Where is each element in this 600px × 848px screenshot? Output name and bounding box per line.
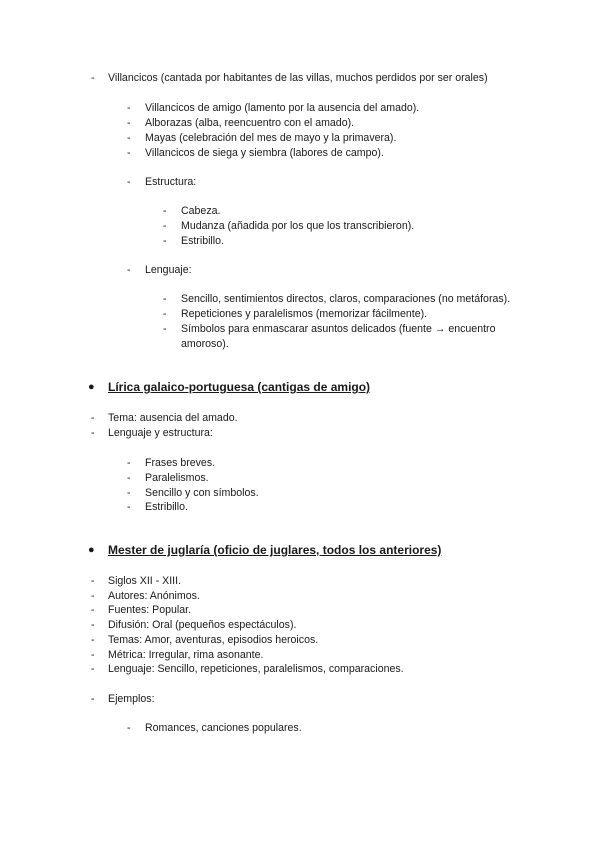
list-dash: -	[91, 663, 95, 675]
list-dash: -	[91, 427, 95, 439]
list-item: Métrica: Irregular, rima asonante.	[108, 649, 264, 661]
list-item: Sencillo, sentimientos directos, claros, comparaciones (no metáforas).	[181, 293, 511, 305]
list-item: Villancicos de amigo (lamento por la ausencia del amado).	[145, 102, 420, 114]
list-dash: -	[127, 117, 131, 129]
list-item: Autores: Anónimos.	[108, 590, 200, 602]
list-dash: -	[91, 619, 95, 631]
list-item: Tema: ausencia del amado.	[108, 412, 238, 424]
list-dash: -	[163, 220, 167, 232]
section-heading-galaico: Lírica galaico-portuguesa (cantigas de amigo)	[108, 380, 371, 394]
list-item: Alborazas (alba, reencuentro con el amado).	[145, 117, 355, 129]
list-dash: -	[127, 176, 131, 188]
list-dash: -	[163, 235, 167, 247]
list-item: Lenguaje: Sencillo, repeticiones, paralelismos, comparaciones.	[108, 663, 404, 675]
list-item: Sencillo y con símbolos.	[145, 487, 259, 499]
list-dash: -	[91, 72, 95, 84]
lenguaje-label: Lenguaje:	[145, 264, 192, 276]
bullet-icon: ●	[88, 381, 95, 393]
list-dash: -	[127, 457, 131, 469]
list-dash: -	[163, 293, 167, 305]
list-item: Lenguaje y estructura:	[108, 427, 213, 439]
ejemplos-label: Ejemplos:	[108, 693, 155, 705]
list-item: Cabeza.	[181, 205, 221, 217]
list-dash: -	[127, 722, 131, 734]
list-dash: -	[127, 102, 131, 114]
list-item: Fuentes: Popular.	[108, 604, 192, 616]
list-dash: -	[127, 147, 131, 159]
list-dash: -	[91, 649, 95, 661]
list-dash: -	[127, 264, 131, 276]
estructura-label: Estructura:	[145, 176, 197, 188]
list-item: Símbolos para enmascarar asuntos delicados (fuente → encuentro	[181, 323, 496, 335]
list-item: Siglos XII - XIII.	[108, 575, 182, 587]
bullet-icon: ●	[88, 544, 95, 556]
list-item: Villancicos de siega y siembra (labores de campo).	[145, 147, 384, 159]
list-item-continuation: amoroso).	[181, 338, 229, 350]
list-dash: -	[127, 472, 131, 484]
list-dash: -	[127, 501, 131, 513]
list-item-villancicos: Villancicos (cantada por habitantes de las villas, muchos perdidos por ser orales)	[108, 72, 488, 84]
list-item: Mudanza (añadida por los que los transcribieron).	[181, 220, 415, 232]
list-item: Repeticiones y paralelismos (memorizar fácilmente).	[181, 308, 428, 320]
list-item: Estribillo.	[181, 235, 224, 247]
list-dash: -	[163, 205, 167, 217]
list-dash: -	[91, 590, 95, 602]
list-dash: -	[91, 604, 95, 616]
list-dash: -	[127, 487, 131, 499]
list-item: Frases breves.	[145, 457, 216, 469]
list-dash: -	[163, 308, 167, 320]
section-heading-mester: Mester de juglaría (oficio de juglares, todos los anteriores)	[108, 543, 442, 557]
list-item: Mayas (celebración del mes de mayo y la primavera).	[145, 132, 397, 144]
list-dash: -	[91, 575, 95, 587]
list-dash: -	[91, 412, 95, 424]
list-item: Temas: Amor, aventuras, episodios heroicos.	[108, 634, 319, 646]
list-item: Paralelismos.	[145, 472, 209, 484]
list-dash: -	[163, 323, 167, 335]
list-item: Romances, canciones populares.	[145, 722, 302, 734]
list-dash: -	[91, 693, 95, 705]
list-item: Difusión: Oral (pequeños espectáculos).	[108, 619, 297, 631]
list-dash: -	[91, 634, 95, 646]
list-item: Estribillo.	[145, 501, 188, 513]
list-dash: -	[127, 132, 131, 144]
